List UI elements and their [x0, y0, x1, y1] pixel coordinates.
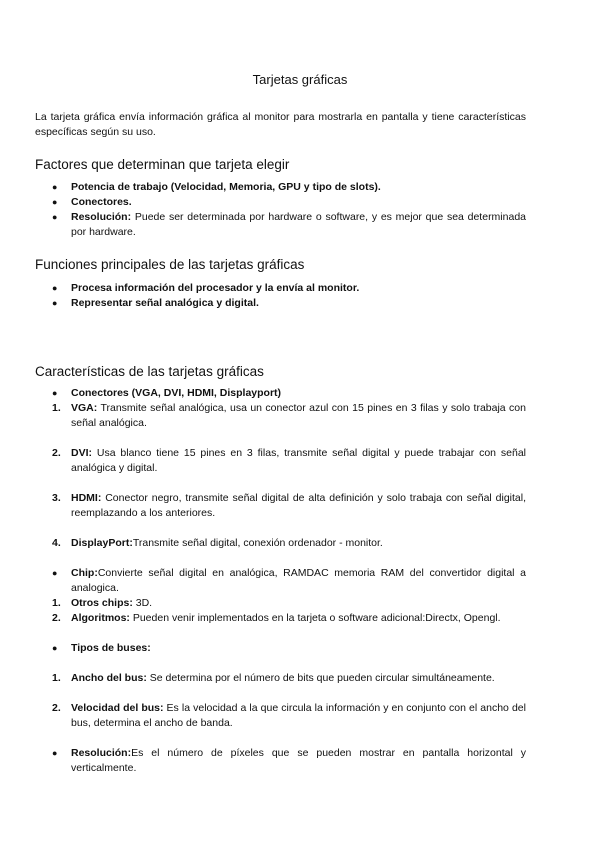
bullet-icon: ●: [52, 197, 58, 207]
list-item: [35, 386, 526, 401]
spacer: [35, 656, 526, 671]
bullet-icon: ●: [52, 568, 58, 578]
list-item: [35, 281, 526, 296]
item-bold: Conectores (VGA, DVI, HDMI, Displayport): [71, 387, 282, 399]
spacer: [35, 551, 526, 566]
item-text: Transmite señal digital, conexión ordenador - monitor.: [132, 537, 383, 549]
item-bold: Potencia de trabajo (Velocidad, Memoria, GPU y tipo de slots).: [71, 181, 381, 193]
list-item: [35, 536, 526, 551]
list-item: [35, 596, 526, 611]
item-number: 1.: [52, 672, 61, 684]
list-item: [35, 611, 526, 626]
list-item: [35, 491, 526, 521]
item-bold: Representar señal analógica y digital.: [71, 297, 259, 309]
item-number: 4.: [52, 537, 61, 549]
item-text: Es la velocidad a la que circula la información y en conjunto con el ancho del bus, determina el ancho de banda.: [71, 702, 526, 729]
spacer: [35, 431, 526, 446]
bullet-icon: ●: [52, 748, 58, 758]
item-bold: DVI:: [71, 447, 92, 459]
item-text: Se determina por el número de bits que pueden circular simultáneamente.: [146, 672, 495, 684]
spacer: [35, 476, 526, 491]
item-bold: Resolución:: [71, 747, 132, 759]
section-list-factores: [35, 180, 526, 240]
bullet-icon: ●: [52, 298, 58, 308]
section-heading-caracteristicas: Características de las tarjetas gráficas: [35, 364, 264, 379]
item-bold: Velocidad del bus:: [71, 702, 164, 714]
item-bold: Procesa información del procesador y la envía al monitor.: [71, 282, 360, 294]
list-item: [35, 641, 526, 656]
spacer: [35, 626, 526, 641]
item-bold: Ancho del bus:: [71, 672, 147, 684]
item-text: Conector negro, transmite señal digital de alta definición y solo trabaja con señal digital, reemplazando a los anteriores.: [71, 492, 526, 519]
item-number: 2.: [52, 702, 61, 714]
item-text: Usa blanco tiene 15 pines en 3 filas, transmite señal digital y puede trabajar con señal analógica y digital.: [71, 447, 526, 474]
item-bold: Conectores.: [71, 196, 132, 208]
item-number: 3.: [52, 492, 61, 504]
list-item: [35, 671, 526, 686]
item-text: Pueden venir implementados en la tarjeta o software adicional:Directx, Opengl.: [129, 612, 501, 624]
list-item: [35, 195, 526, 210]
item-bold: Chip:: [71, 567, 98, 579]
item-bold: HDMI:: [71, 492, 102, 504]
spacer: [35, 731, 526, 746]
intro-paragraph: La tarjeta gráfica envía información gráfica al monitor para mostrarla en pantalla y tiene características específicas según su uso.: [35, 111, 526, 138]
item-text: 3D.: [132, 597, 153, 609]
bullet-icon: ●: [52, 182, 58, 192]
section-heading-factores: Factores que determinan que tarjeta elegir: [35, 157, 290, 172]
bullet-icon: ●: [52, 388, 58, 398]
item-text: Convierte señal digital en analógica, RAMDAC memoria RAM del convertidor digital a analogica.: [71, 567, 526, 594]
item-text: Es el número de píxeles que se pueden mostrar en pantalla horizontal y verticalmente.: [71, 747, 526, 774]
item-bold: DisplayPort:: [71, 537, 133, 549]
list-item: [35, 566, 526, 596]
item-bold: Tipos de buses:: [71, 642, 151, 654]
spacer: [35, 521, 526, 536]
list-item: [35, 446, 526, 476]
section-heading-funciones: Funciones principales de las tarjetas gráficas: [35, 257, 305, 272]
item-text: Puede ser determinada por hardware o software, y es mejor que sea determinada por hardware.: [71, 211, 526, 238]
section-list-caracteristicas: [35, 386, 526, 776]
item-number: 2.: [52, 447, 61, 459]
item-text: Transmite señal analógica, usa un conector azul con 15 pines en 3 filas y solo trabaja con señal analógica.: [71, 402, 526, 429]
item-number: 1.: [52, 597, 61, 609]
list-item: [35, 746, 526, 776]
list-item: [35, 701, 526, 731]
list-item: [35, 401, 526, 431]
bullet-icon: ●: [52, 643, 58, 653]
item-number: 1.: [52, 402, 61, 414]
document-title: Tarjetas gráficas: [252, 72, 348, 87]
list-item: [35, 210, 526, 240]
section-list-funciones: [35, 281, 526, 311]
spacer: [35, 686, 526, 701]
bullet-icon: ●: [52, 283, 58, 293]
item-number: 2.: [52, 612, 61, 624]
item-bold: Algoritmos:: [71, 612, 130, 624]
list-item: [35, 180, 526, 195]
item-bold: Resolución:: [71, 211, 132, 223]
item-bold: Otros chips:: [71, 597, 133, 609]
bullet-icon: ●: [52, 212, 58, 222]
list-item: [35, 296, 526, 311]
item-bold: VGA:: [71, 402, 98, 414]
